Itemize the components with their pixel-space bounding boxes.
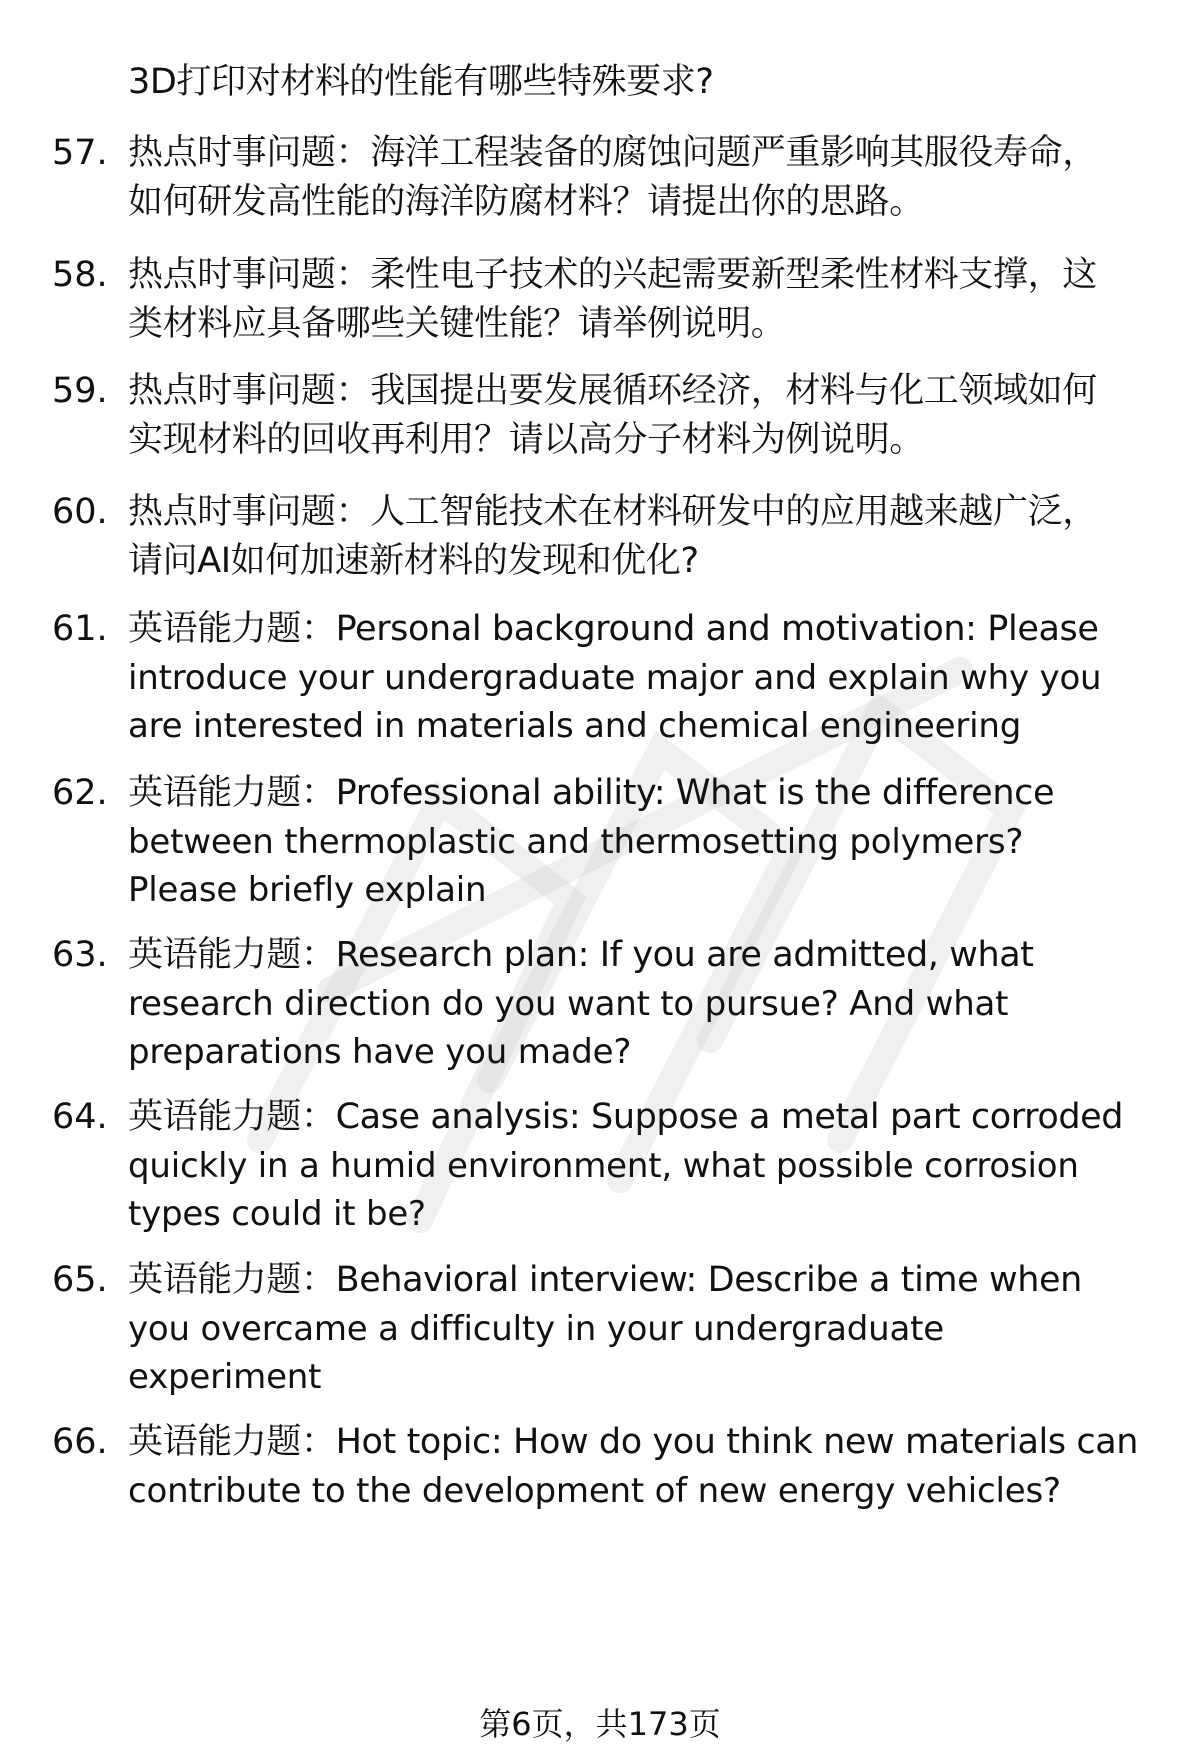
question-text-line: 英语能力题：Personal background and motivation: Please xyxy=(128,609,1099,649)
question-text-line: introduce your undergraduate major and explain why you xyxy=(128,657,1102,698)
question-text xyxy=(128,605,1168,751)
question-text-line: 热点时事问题：我国提出要发展循环经济，材料与化工领域如何 xyxy=(128,371,1097,411)
question-text-line: experiment xyxy=(128,1357,322,1398)
question-text-line: you overcame a difficulty in your undergraduate xyxy=(128,1308,944,1349)
question-number: 63. xyxy=(52,935,108,975)
question-text xyxy=(128,769,1168,915)
question-text-line: 英语能力题：Professional ability: What is the difference xyxy=(128,773,1055,813)
question-text-line: between thermoplastic and thermosetting polymers? xyxy=(128,821,1024,862)
question-text xyxy=(128,1093,1168,1239)
question-number: 61. xyxy=(52,609,108,649)
question-number: 66. xyxy=(52,1422,108,1462)
question-text-line: 英语能力题：Case analysis: Suppose a metal part corroded xyxy=(128,1097,1124,1137)
question-text-line: are interested in materials and chemical engineering xyxy=(128,706,1022,747)
question-text-line: contribute to the development of new energy vehicles? xyxy=(128,1470,1061,1511)
question-text-line: research direction do you want to pursue? And what xyxy=(128,983,1009,1024)
question-text xyxy=(128,1418,1168,1515)
question-text xyxy=(128,1256,1168,1402)
question-number: 64. xyxy=(52,1097,108,1137)
question-text-line: 如何研发高性能的海洋防腐材料？请提出你的思路。 xyxy=(128,181,924,222)
question-number: 65. xyxy=(52,1260,108,1300)
question-text-line: 热点时事问题：柔性电子技术的兴起需要新型柔性材料支撑，这 xyxy=(128,255,1097,295)
question-text-line: 英语能力题：Hot topic: How do you think new materials can xyxy=(128,1422,1139,1462)
question-number: 57. xyxy=(52,133,108,173)
question-text xyxy=(128,58,1168,107)
page-footer: 第6页，共173页 xyxy=(479,1705,721,1743)
question-text xyxy=(128,488,1168,585)
question-text xyxy=(128,251,1168,348)
question-text-line: 热点时事问题：海洋工程装备的腐蚀问题严重影响其服役寿命， xyxy=(128,133,1097,173)
question-number: 62. xyxy=(52,773,108,813)
question-text-line: 英语能力题：Behavioral interview: Describe a time when xyxy=(128,1260,1082,1300)
question-number: 60. xyxy=(52,492,108,532)
question-text-line: Please briefly explain xyxy=(128,870,487,911)
question-text-line: 热点时事问题：人工智能技术在材料研发中的应用越来越广泛， xyxy=(128,492,1097,532)
question-number: 58. xyxy=(52,255,108,295)
question-text-line: 类材料应具备哪些关键性能？请举例说明。 xyxy=(128,303,786,344)
question-text-line: 3D打印对材料的性能有哪些特殊要求? xyxy=(128,62,714,102)
question-text-line: types could it be? xyxy=(128,1194,426,1235)
question-text-line: preparations have you made? xyxy=(128,1032,632,1073)
question-text xyxy=(128,931,1168,1077)
question-number: 59. xyxy=(52,371,108,411)
question-text-line: 请问AI如何加速新材料的发现和优化? xyxy=(128,540,699,581)
question-text-line: 英语能力题：Research plan: If you are admitted, what xyxy=(128,935,1034,975)
question-text-line: 实现材料的回收再利用？请以高分子材料为例说明。 xyxy=(128,419,924,460)
question-text xyxy=(128,129,1168,226)
question-text-line: quickly in a humid environment, what possible corrosion xyxy=(128,1145,1079,1186)
question-text xyxy=(128,367,1168,464)
